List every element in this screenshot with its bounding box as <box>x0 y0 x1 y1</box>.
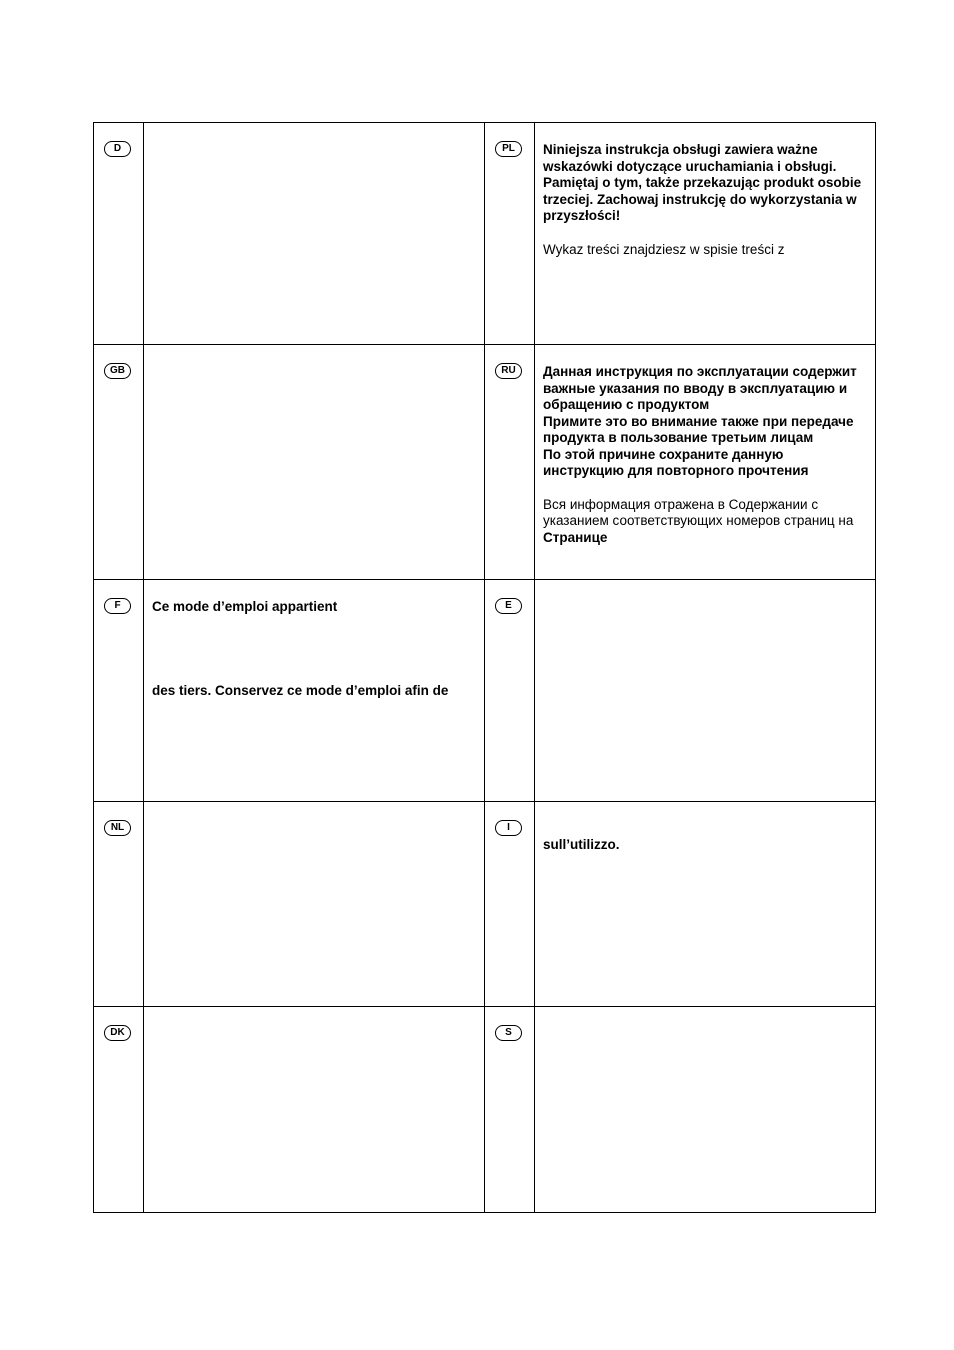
row-d-pl <box>94 123 876 345</box>
text-cell-nl <box>144 802 485 1007</box>
ru-page-word: Странице <box>543 529 608 545</box>
ru-third-party-notice: Примите это во внимание также при передаче продукта в пользование третьим лицам <box>543 413 854 445</box>
badge-cell <box>94 345 144 580</box>
ru-keep-notice: По этой причине сохраните данную инструкцию для повторного прочтения <box>543 446 809 478</box>
language-badge-d: D <box>104 141 131 157</box>
badge-cell <box>485 123 535 345</box>
text-cell-i <box>535 802 876 1007</box>
badge-cell <box>94 123 144 345</box>
badge-cell <box>485 802 535 1007</box>
ru-contents-reference <box>543 497 867 547</box>
row-nl-i <box>94 802 876 1007</box>
text-cell-e <box>535 580 876 802</box>
f-line-1: Ce mode d’emploi appartient <box>152 599 338 614</box>
badge-cell <box>485 345 535 580</box>
language-badge-s: S <box>495 1025 522 1041</box>
language-badge-gb: GB <box>104 363 131 379</box>
text-cell-pl <box>535 123 876 345</box>
pl-contents-reference: Wykaz treści znajdziesz w spisie treści z <box>543 241 785 257</box>
language-badge-pl: PL <box>495 141 522 157</box>
language-badge-i: I <box>495 820 522 836</box>
badge-cell <box>485 1007 535 1213</box>
text-cell-ru <box>535 345 876 580</box>
f-line-2: des tiers. Conservez ce mode d’emploi afin de <box>152 682 449 698</box>
text-cell-f <box>144 580 485 802</box>
language-badge-f: F <box>104 598 131 614</box>
pl-instruction-notice: Niniejsza instrukcja obsługi zawiera ważne wskazówki dotyczące uruchamiania i obsługi. Pamiętaj o tym, także przekazując produkt osobie trzeciej. Zachowaj instrukcję do wykorzystania w przyszłości! <box>543 142 862 223</box>
row-gb-ru <box>94 345 876 580</box>
text-cell-gb <box>144 345 485 580</box>
badge-cell <box>94 802 144 1007</box>
badge-cell <box>485 580 535 802</box>
row-f-e <box>94 580 876 802</box>
text-cell-s <box>535 1007 876 1213</box>
language-grid <box>93 122 876 1213</box>
language-badge-dk: DK <box>104 1025 131 1041</box>
ru-contents-text: Вся информация отражена в Содержании с указанием соответствующих номеров страниц на <box>543 496 854 528</box>
row-dk-s <box>94 1007 876 1213</box>
language-badge-nl: NL <box>104 820 131 836</box>
text-cell-dk <box>144 1007 485 1213</box>
badge-cell <box>94 580 144 802</box>
badge-cell <box>94 1007 144 1213</box>
language-badge-ru: RU <box>495 363 522 379</box>
language-badge-e: E <box>495 598 522 614</box>
ru-instruction-notice: Данная инструкция по эксплуатации содержит важные указания по вводу в эксплуатацию и обращению с продуктом <box>543 364 857 412</box>
i-line-1: sull’utilizzo. <box>543 837 620 852</box>
text-cell-d <box>144 123 485 345</box>
